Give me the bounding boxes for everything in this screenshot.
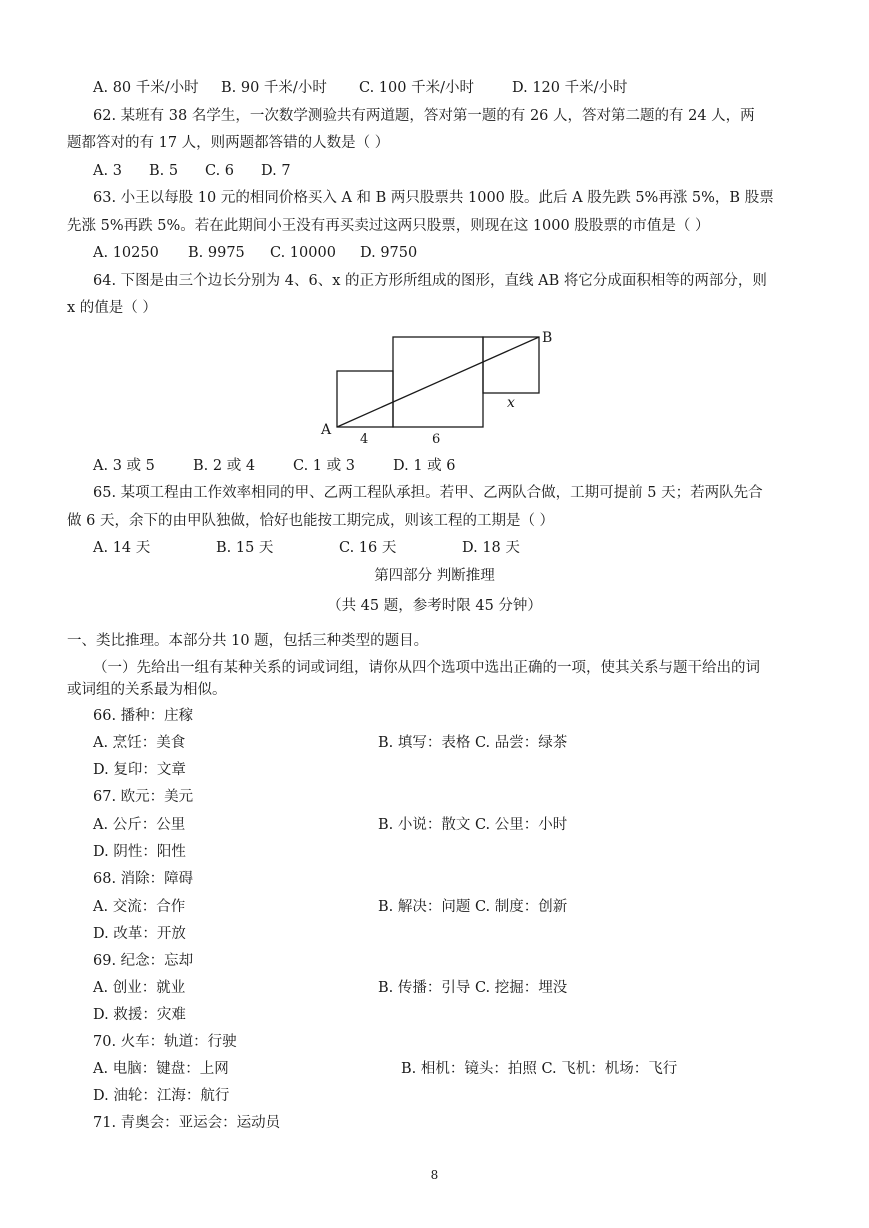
q67-option-d: D. 阴性：阳性 xyxy=(93,844,186,860)
q71-stem: 71. 青奥会：亚运会：运动员 xyxy=(93,1115,281,1131)
intro-sub1-line1: （一）先给出一组有某种关系的词或词组，请你从四个选项中选出正确的一项，使其关系与题干给出的词 xyxy=(93,660,760,676)
q61-options xyxy=(93,78,628,98)
q64-line1: 64. 下图是由三个边长分别为 4、6、x 的正方形所组成的图形，直线 AB 将它分成面积相等的两部分，则 xyxy=(93,273,767,289)
q62-options xyxy=(93,161,291,181)
q68-option-a: A. 交流：合作 xyxy=(93,899,186,915)
q69-option-bc: B. 传播：引导 C. 挖掘：埋没 xyxy=(378,980,568,996)
q63-option-b: B. 9975 xyxy=(188,245,245,261)
q61-option-a: A. 80 千米/小时 xyxy=(93,80,199,96)
q65-line2: 做 6 天，余下的由甲队独做，恰好也能按工期完成，则该工程的工期是（ ） xyxy=(67,513,555,529)
q64-option-a: A. 3 或 5 xyxy=(93,458,155,474)
q64-option-c: C. 1 或 3 xyxy=(293,458,355,474)
q70-option-bc: B. 相机：镜头：拍照 C. 飞机：机场：飞行 xyxy=(401,1061,678,1077)
label-b: B xyxy=(542,330,553,346)
section-title: 第四部分 判断推理 xyxy=(374,568,495,584)
q61-option-b: B. 90 千米/小时 xyxy=(221,80,327,96)
q70-option-a: A. 电脑：键盘：上网 xyxy=(93,1061,229,1077)
label-side-6: 6 xyxy=(432,432,441,447)
q63-line2: 先涨 5%再跌 5%。若在此期间小王没有再买卖过这两只股票，则现在这 1000 股股票的市值是（ ） xyxy=(67,218,710,234)
q61-option-c: C. 100 千米/小时 xyxy=(359,80,474,96)
q66-option-d: D. 复印：文章 xyxy=(93,762,186,778)
label-a: A xyxy=(321,422,332,438)
q68-option-d: D. 改革：开放 xyxy=(93,926,186,942)
q63-option-c: C. 10000 xyxy=(270,245,336,261)
q64-line2: x 的值是（ ） xyxy=(67,300,157,316)
square-x xyxy=(483,337,539,393)
q64-options xyxy=(93,456,456,476)
q67-option-a: A. 公斤：公里 xyxy=(93,817,186,833)
intro-sub1-line2: 或词组的关系最为相似。 xyxy=(67,682,227,698)
q63-option-d: D. 9750 xyxy=(360,245,418,261)
q69-option-a: A. 创业：就业 xyxy=(93,980,186,996)
q66-option-bc: B. 填写：表格 C. 品尝：绿茶 xyxy=(378,735,568,751)
q62-option-b: B. 5 xyxy=(149,163,179,179)
q68-option-bc: B. 解决：问题 C. 制度：创新 xyxy=(378,899,568,915)
squares-figure xyxy=(318,326,554,450)
q61-option-d: D. 120 千米/小时 xyxy=(512,80,628,96)
q63-line1: 63. 小王以每股 10 元的相同价格买入 A 和 B 两只股票共 1000 股。此后 A 股先跌 5%再涨 5%，B 股票 xyxy=(93,190,774,206)
q63-options xyxy=(93,243,417,263)
q70-option-d: D. 油轮：江海：航行 xyxy=(93,1088,230,1104)
label-side-x: x xyxy=(507,395,515,411)
q62-line2: 题都答对的有 17 人，则两题都答错的人数是（ ） xyxy=(67,135,390,151)
q65-option-b: B. 15 天 xyxy=(216,540,274,556)
q67-option-bc: B. 小说：散文 C. 公里：小时 xyxy=(378,817,568,833)
q67-stem: 67. 欧元：美元 xyxy=(93,789,194,805)
q69-option-d: D. 救援：灾难 xyxy=(93,1007,186,1023)
page-number: 8 xyxy=(430,1168,439,1182)
q63-option-a: A. 10250 xyxy=(93,245,159,261)
q62-option-a: A. 3 xyxy=(93,163,122,179)
q62-option-c: C. 6 xyxy=(205,163,235,179)
q65-option-c: C. 16 天 xyxy=(339,540,397,556)
q66-option-a: A. 烹饪：美食 xyxy=(93,735,186,751)
q65-option-d: D. 18 天 xyxy=(462,540,520,556)
intro-part1: 一、类比推理。本部分共 10 题，包括三种类型的题目。 xyxy=(67,633,429,649)
q62-line1: 62. 某班有 38 名学生，一次数学测验共有两道题，答对第一题的有 26 人，答对第二题的有 24 人，两 xyxy=(93,108,755,124)
q68-stem: 68. 消除：障碍 xyxy=(93,871,194,887)
q66-stem: 66. 播种：庄稼 xyxy=(93,708,194,724)
q64-option-d: D. 1 或 6 xyxy=(393,458,456,474)
square-4 xyxy=(337,371,393,427)
q65-options xyxy=(93,538,520,558)
line-ab xyxy=(337,337,539,427)
q65-line1: 65. 某项工程由工作效率相同的甲、乙两工程队承担。若甲、乙两队合做，工期可提前 5 天；若两队先合 xyxy=(93,485,763,501)
section-subtitle: （共 45 题，参考时限 45 分钟） xyxy=(327,598,542,614)
q69-stem: 69. 纪念：忘却 xyxy=(93,953,194,969)
label-side-4: 4 xyxy=(360,432,369,447)
q64-option-b: B. 2 或 4 xyxy=(193,458,256,474)
q65-option-a: A. 14 天 xyxy=(93,540,151,556)
q70-stem: 70. 火车：轨道：行驶 xyxy=(93,1034,237,1050)
q62-option-d: D. 7 xyxy=(261,163,291,179)
